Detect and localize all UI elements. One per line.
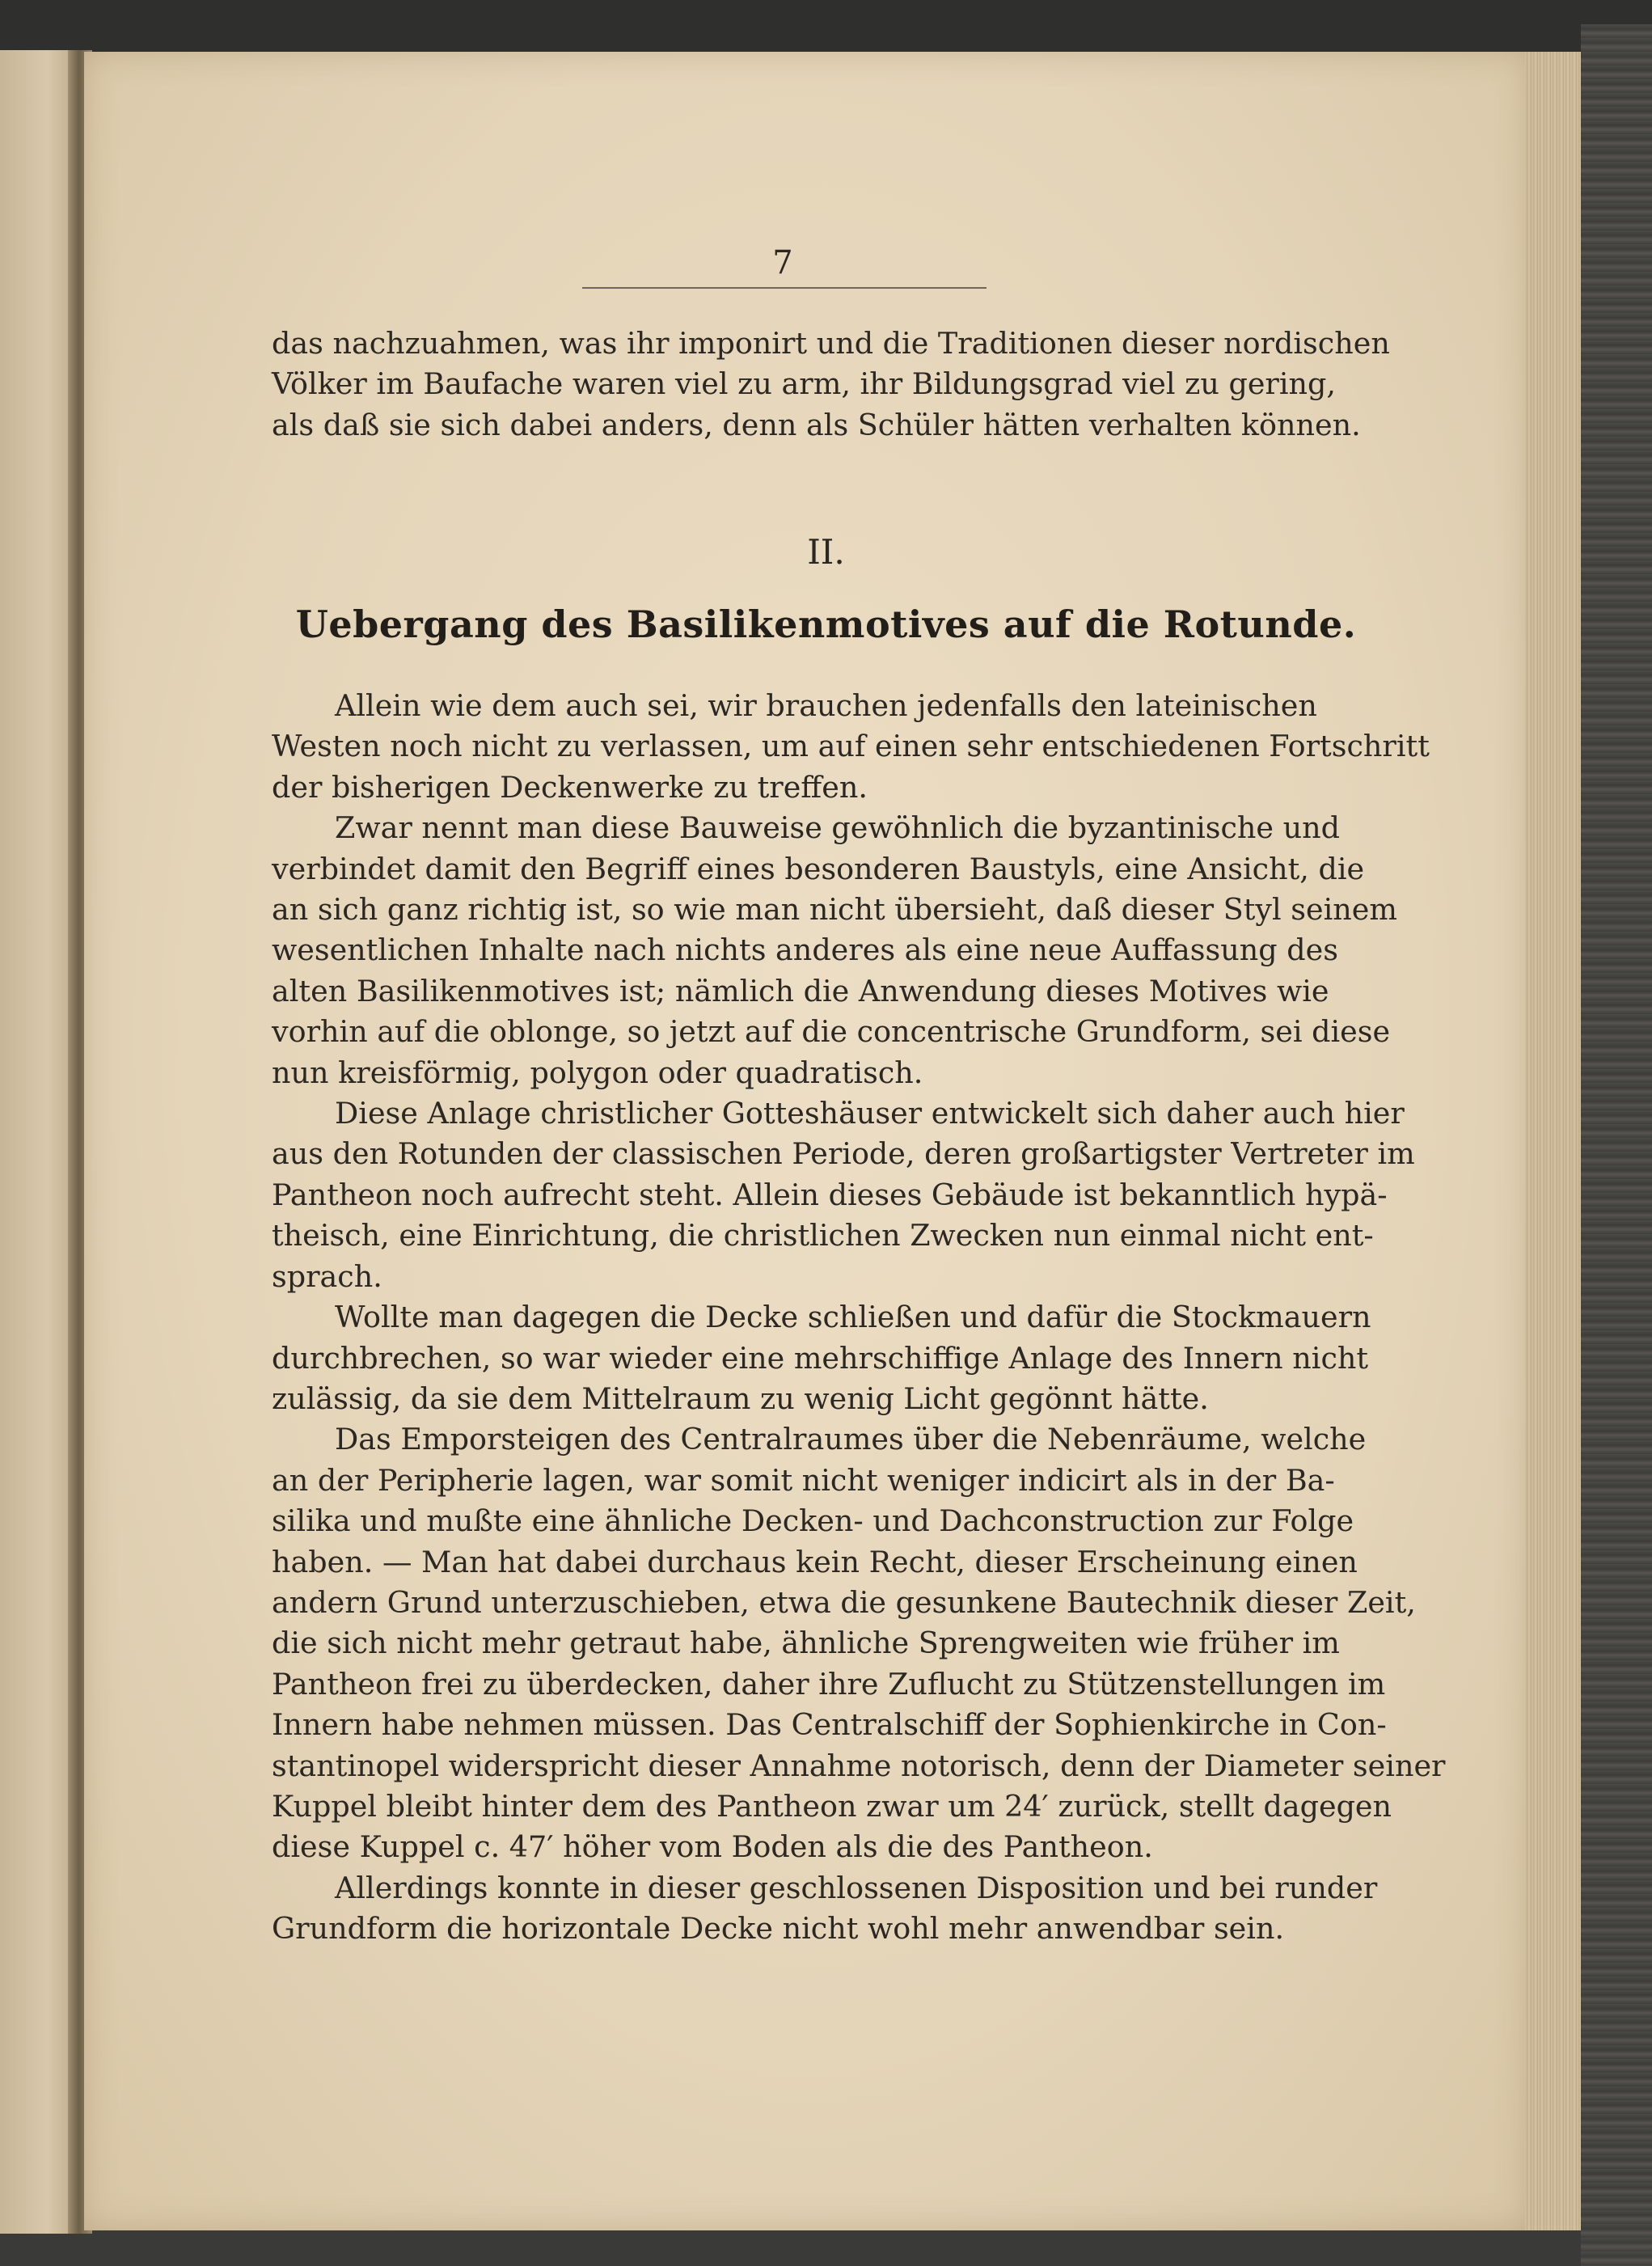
section-number: II. xyxy=(807,532,845,572)
text-line: verbindet damit den Begriff eines besonderen Baustyls, eine Ansicht, die xyxy=(272,851,1365,886)
text-line: haben. — Man hat dabei durchaus kein Recht, dieser Erscheinung einen xyxy=(272,1544,1358,1579)
text-line: an sich ganz richtig ist, so wie man nicht übersieht, daß dieser Styl seinem xyxy=(272,892,1397,928)
text-line: Grundform die horizontale Decke nicht wohl mehr anwendbar sein. xyxy=(272,1911,1285,1947)
book-cover-right xyxy=(1581,24,1652,2266)
text-line: Westen noch nicht zu verlassen, um auf einen sehr entschiedenen Fortschritt xyxy=(272,729,1430,764)
paragraph xyxy=(272,1093,1415,1297)
text-line: Kuppel bleibt hinter dem des Pantheon zwar um 24′ zurück, stellt dagegen xyxy=(272,1788,1392,1824)
text-line: Wollte man dagegen die Decke schließen und dafür die Stockmauern xyxy=(335,1300,1371,1335)
text-line: Völker im Baufache waren viel zu arm, ihr Bildungsgrad viel zu gering, xyxy=(272,366,1337,402)
text-line: wesentlichen Inhalte nach nichts anderes als eine neue Auffassung des xyxy=(272,932,1338,968)
text-line: die sich nicht mehr getraut habe, ähnliche Sprengweiten wie früher im xyxy=(272,1626,1340,1661)
body-text xyxy=(272,686,1446,1950)
text-line: zulässig, da sie dem Mittelraum zu wenig Licht gegönnt hätte. xyxy=(272,1380,1209,1416)
text-line: aus den Rotunden der classischen Periode, deren großartigster Vertreter im xyxy=(272,1136,1415,1172)
text-line: das nachzuahmen, was ihr imponirt und die Traditionen dieser nordischen xyxy=(272,326,1390,361)
text-line: Innern habe nehmen müssen. Das Centralschiff der Sophienkirche in Con- xyxy=(272,1707,1387,1743)
text-line: sprach. xyxy=(272,1258,382,1294)
text-line: theisch, eine Einrichtung, die christlichen Zwecken nun einmal nicht ent- xyxy=(272,1218,1374,1253)
text-line: vorhin auf die oblonge, so jetzt auf die concentrische Grundform, sei diese xyxy=(272,1014,1391,1050)
text-line: an der Peripherie lagen, war somit nicht weniger indicirt als in der Ba- xyxy=(272,1462,1335,1498)
intro-paragraph xyxy=(272,323,1390,446)
text-line: Zwar nennt man diese Bauweise gewöhnlich die byzantinische und xyxy=(335,810,1341,846)
text-line: diese Kuppel c. 47′ höher vom Boden als die des Pantheon. xyxy=(272,1829,1153,1865)
page-number: 7 xyxy=(772,244,793,281)
text-line: nun kreisförmig, polygon oder quadratisch. xyxy=(272,1055,923,1090)
text-line: Pantheon frei zu überdecken, daher ihre Zuflucht zu Stützenstellungen im xyxy=(272,1666,1386,1702)
text-line: andern Grund unterzuschieben, etwa die gesunkene Bautechnik dieser Zeit, xyxy=(272,1584,1416,1620)
text-line: der bisherigen Deckenwerke zu treffen. xyxy=(272,769,868,805)
text-line: silika und mußte eine ähnliche Decken- und Dachconstruction zur Folge xyxy=(272,1503,1354,1539)
text-line: durchbrechen, so war wieder eine mehrschiffige Anlage des Innern nicht xyxy=(272,1340,1369,1376)
paragraph xyxy=(272,1297,1371,1419)
text-line: Allerdings konnte in dieser geschlossenen Disposition und bei runder xyxy=(335,1870,1378,1905)
text-line: Pantheon noch aufrecht steht. Allein dieses Gebäude ist bekanntlich hypä- xyxy=(272,1177,1388,1212)
section-title: Uebergang des Basilikenmotives auf die Rotunde. xyxy=(295,602,1357,646)
paragraph xyxy=(272,1868,1378,1950)
book-cover-top xyxy=(0,0,1652,57)
text-line: Allein wie dem auch sei, wir brauchen jedenfalls den lateinischen xyxy=(335,688,1317,723)
paragraph xyxy=(272,686,1430,808)
text-line: stantinopel widerspricht dieser Annahme notorisch, denn der Diameter seiner xyxy=(272,1748,1446,1783)
text-line: alten Basilikenmotives ist; nämlich die Anwendung dieses Motives wie xyxy=(272,973,1329,1008)
paragraph xyxy=(272,808,1397,1093)
page-stack-edge xyxy=(1525,52,1583,2230)
text-line: Diese Anlage christlicher Gotteshäuser entwickelt sich daher auch hier xyxy=(335,1096,1405,1131)
text-line: Das Emporsteigen des Centralraumes über die Nebenräume, welche xyxy=(335,1422,1367,1457)
header-rule xyxy=(582,287,987,289)
text-line: als daß sie sich dabei anders, denn als Schüler hätten verhalten können. xyxy=(272,407,1361,442)
paragraph xyxy=(272,1419,1446,1867)
